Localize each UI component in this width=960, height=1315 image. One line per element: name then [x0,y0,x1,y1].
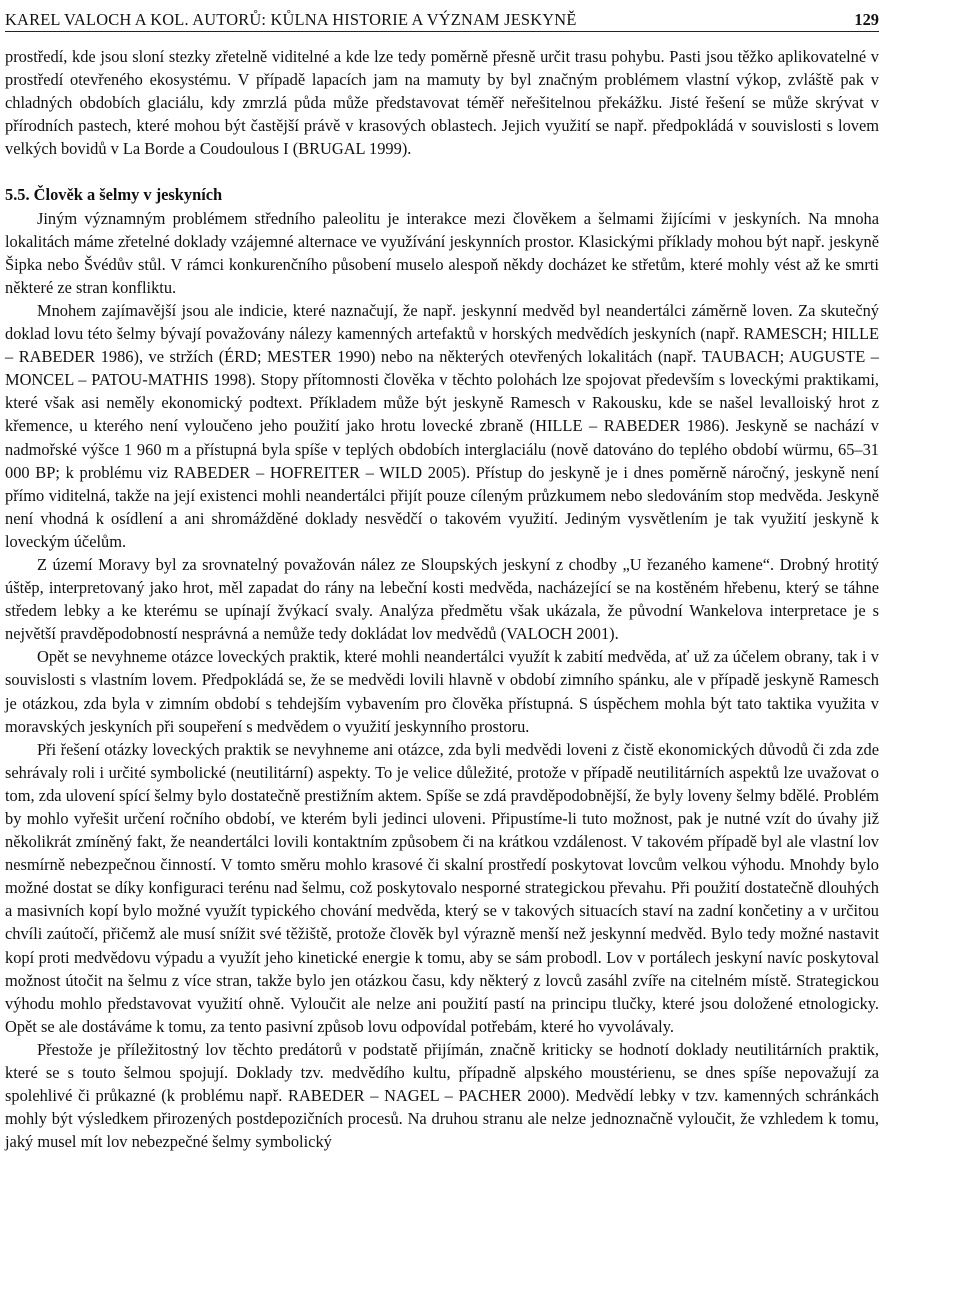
paragraph: Z území Moravy byl za srovnatelný považován nález ze Sloupských jeskyní z chodby „U řezaného kamene“. Drobný hrotitý úštěp, interpretovaný jako hrot, měl zapadat do rány na lebeční kosti medvěda, nacházející se na kostěném hřebenu, který se táhne středem lebky a ke kterému se upínají žvýkací svaly. Analýza předmětu však ukázala, že původní Wankelova interpretace je s největší pravděpodobností nesprávná a nemůže tedy dokládat lov medvědů (VALOCH 2001). [5,554,879,644]
running-title: KAREL VALOCH A KOL. AUTORŮ: KŮLNA HISTORIE A VÝZNAM JESKYNĚ [5,9,577,29]
page-number: 129 [854,9,879,29]
paragraph: Opět se nevyhneme otázce loveckých praktik, které mohli neandertálci využít k zabití medvěda, ať už za účelem obrany, tak i v souvislosti s vlastním lovem. Předpokládá se, že se medvědi lovili hlavně v období zimního spánku, ale v případě jeskyně Ramesch je otázkou, zda byla v zimním období s tehdejším vybavením pro člověka přístupná. S úspěchem mohla být tato taktika využita v moravských jeskyních při soupeření s medvědem o využití jeskynního prostoru. [5,647,879,736]
paragraph: Jiným významným problémem středního paleolitu je interakce mezi člověkem a šelmami žijícími v jeskyních. Na mnoha lokalitách máme zřetelné doklady vzájemné alternace ve využívání jeskynních prostor. Klasickými příklady mohou být např. jeskyně Šipka nebo Švédův stůl. V rámci konkurenčního působení muselo alespoň někdy docházet ke střetům, které mohly vést až ke smrti některé ze stran konfliktu. [5,208,879,297]
document-page [5,0,879,1153]
paragraph: Při řešení otázky loveckých praktik se nevyhneme ani otázce, zda byli medvědi loveni z čistě ekonomických důvodů či zda zde sehrávaly roli i určité symbolické (neutilitární) aspekty. To je velice důležité, protože v případě neutilitárních aspektů lze uvažovat o tom, zda ulovení spící šelmy bylo dostatečně prestižním aktem. Spíše se zdá pravděpodobnější, že byly loveny šelmy bdělé. Problém by mohlo vyřešit určení ročního období, ve kterém byli jedinci uloveni. Připustíme-li tuto možnost, pak je nutné vzít do úvahy již několikrát zmíněný fakt, že neandertálci lovili kontaktním způsobem či na krátkou vzdálenost. V takovém případě byl ale vlastní lov nesmírně nebezpečnou činností. V tomto směru mohlo krasové či skalní prostředí poskytovat lovcům velkou výhodu. Mnohdy bylo možné dostat se díky konfiguraci terénu nad šelmu, což poskytovalo nesporné strategickou převahu. Při použití dostatečně dlouhých a masivních kopí bylo možné využít typického chování medvěda, který se v takových situacích staví na zadní končetiny a v určitou chvíli zaútočí, přičemž ale musí snížit své těžiště, protože člověk byl výrazně menší než jeskynní medvěd. Bylo tedy možné nastavit kopí proti medvědovu výpadu a využít jeho kinetické energie k tomu, aby se sám probodl. Lov v portálech jeskyní navíc poskytoval možnost útočit na šelmu z více stran, takže bylo jen otázkou času, kdy některý z lovců zasáhl zvíře na citelném místě. Strategickou výhodu mohlo představovat využití ohně. Vyloučit ale nelze ani použití pastí na principu tlučky, které jsou doložené etnologicky. Opět se ale dostáváme k tomu, za tento pasivní způsob lovu odpovídal potřebám, které ho vyvolávaly. [5,739,879,1036]
section-heading: 5.5. Člověk a šelmy v jeskyních [5,185,223,205]
body-text [5,45,879,1153]
paragraph: Mnohem zajímavější jsou ale indicie, které naznačují, že např. jeskynní medvěd byl neandertálci záměrně loven. Za skutečný doklad lovu této šelmy bývají považovány nálezy kamenných artefaktů v horských medvědích jeskyních (např. RAMESCH; HILLE – RABEDER 1986), ve stržích (ÉRD; MESTER 1990) nebo na některých otevřených lokalitách (např. TAUBACH; AUGUSTE – MONCEL – PATOU-MATHIS 1998). Stopy přítomnosti člověka v těchto polohách lze spojovat především s loveckými praktikami, které však asi neměly ekonomický podtext. Příkladem může být jeskyně Ramesch v Rakousku, kde se našel levalloiský hrot z křemence, u kterého není vyloučeno jeho použití jako hrotu lovecké zbraně (HILLE – RABEDER 1986). Jeskyně se nachází v nadmořské výšce 1 960 m a přístupná byla spíše v teplých obdobích interglaciálu (nově datováno do teplého období würmu, 65–31 000 BP; k problému viz RABEDER – HOFREITER – WILD 2005). Přístup do jeskyně je i dnes poměrně náročný, jeskyně není přímo viditelná, takže na její existenci mohli neandertálci přijít pouze cíleným průzkumem nebo sledováním stop medvěda. Jeskyně není vhodná k osídlení a ani shromážděné doklady nesvědčí o takovém využití. Jediným vysvětlením je tak využití jeskyně k loveckým účelům. [5,300,879,551]
paragraph: prostředí, kde jsou sloní stezky zřetelně viditelné a kde lze tedy poměrně přesně určit trasu pohybu. Pasti jsou těžko aplikovatelné v prostředí otevřeného ekosystému. V případě lapacích jam na mamuty by byl značným problémem vlastní výkop, zvláště pak v chladných obdobích glaciálu, kdy zmrzlá půda může představovat téměř neřešitelnou překážku. Jisté řešení se může skrývat v přírodních pastech, které mohou být častější právě v krasových oblastech. Jejich využití se např. předpokládá v souvislosti s lovem velkých bovidů v La Borde a Coudoulous I (BRUGAL 1999). [5,47,879,159]
paragraph: Přestože je příležitostný lov těchto predátorů v podstatě přijímán, značně kriticky se hodnotí doklady neutilitárních praktik, které se s touto šelmou spojují. Doklady tzv. medvědího kultu, případně alpského moustérienu, se dnes spíše nepovažují za spolehlivé či průkazné (k problému např. RABEDER – NAGEL – PACHER 2000). Medvědí lebky v tzv. kamenných schránkách mohly být výsledkem přirozených postdepozičních procesů. Na druhou stranu ale nelze jednoznačně vyloučit, že vzhledem k tomu, jaký musel mít lov nebezpečné šelmy symbolický [5,1039,879,1152]
running-header [5,0,879,32]
